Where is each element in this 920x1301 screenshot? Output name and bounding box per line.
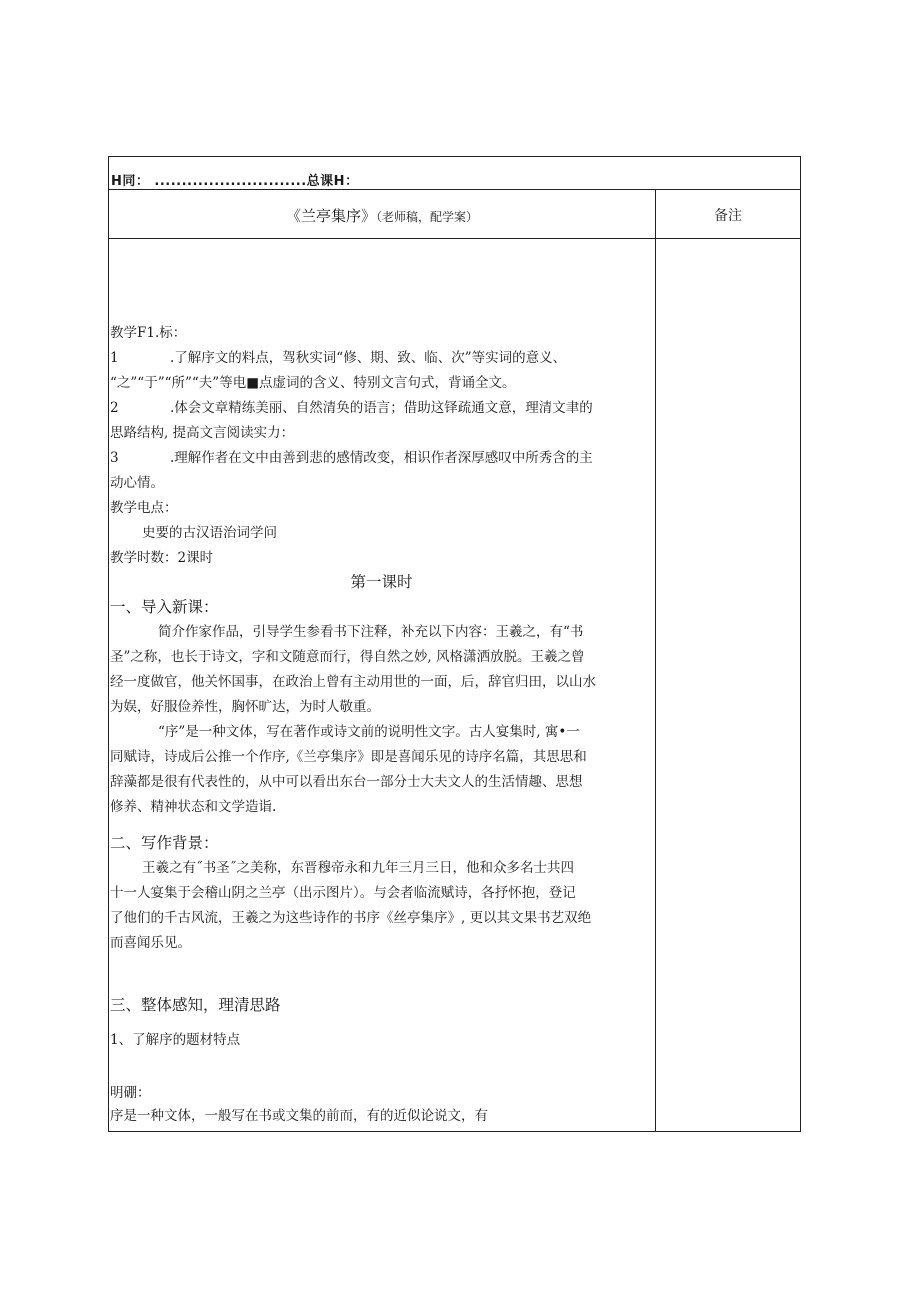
title-text: 《兰亭集序》 [285, 207, 376, 225]
goal-item-3 [110, 446, 593, 471]
goal-number: 1 [110, 350, 119, 366]
key-points-text: 史要的古汉语治词学问 [142, 525, 277, 541]
explain-text: 序是一种文体，一般写在书或文集的前而，有的近似论说文，有 [110, 1108, 488, 1124]
section-1-para1-line3: 经一度做官，他关怀国事，在政治上曾有主动用世的一面，后，辞官归田，以山水 [110, 674, 596, 690]
section-1-para2-line4: 修养、精神状态和文学造诣. [110, 799, 277, 815]
goal-item-1-cont: “之”“于”“所”“夫”等电■点虚词的含义、特别文言句式，背诵全文。 [110, 375, 516, 391]
section-2-line4: 而喜闻乐见。 [110, 935, 191, 951]
lesson-title: 第一课时 [350, 573, 413, 591]
goal-number: 2 [110, 400, 119, 416]
main-content [110, 239, 653, 1129]
goals-label: 教学F1.标： [110, 325, 187, 341]
document-title [109, 205, 655, 226]
section-2-line2: 十一人宴集于会稽山阴之兰亭（出示图片）。与会者临流赋诗，各抒怀抱，登记 [110, 885, 576, 901]
goal-item-2 [110, 396, 593, 421]
section-1-para2-line3: 辞藻都是很有代表性的，从中可以看出东台一部分士大夫文人的生活情趣、思想 [110, 774, 583, 790]
explain-label: 明硼： [110, 1085, 151, 1101]
goal-item-1 [110, 346, 566, 371]
teaching-hours: 教学时数：2课时 [110, 550, 214, 566]
section-3-subheading: 1、了解序的题材特点 [110, 1032, 241, 1048]
section-1-para1-line4: 为娱，好服俭养性，胸怀旷达，为时人敬重。 [110, 699, 380, 715]
section-1-para1-line1: 简介作家作品，引导学生参看书下注释，补充以下内容：王羲之，有“书 [158, 624, 584, 640]
goal-text: .了解序文的料点，驾秋实词“修、期、致、临、次”等实词的意义、 [170, 350, 567, 366]
title-row [109, 190, 800, 239]
column-divider [655, 190, 656, 1131]
section-3-heading: 三、整体感知，理清思路 [110, 996, 281, 1014]
section-2-line1: 王羲之有˝书圣˝之美称，东晋穆帝永和九年三月三日，他和众多名士共四 [142, 860, 574, 876]
goal-item-2-cont: 思路结构, 提高文言阅读实力： [110, 425, 295, 441]
goal-number: 3 [110, 450, 119, 466]
goal-item-3-cont: 动心情。 [110, 475, 164, 491]
lesson-plan-table [108, 156, 801, 1132]
key-points-label: 教学电点： [110, 500, 178, 516]
section-1-para1-line2: 圣”之称，也长于诗文，字和文随意而行，得自然之妙, 风格潇洒放脱。王羲之曾 [110, 649, 585, 665]
title-subtitle: （老师稿，配学案） [376, 210, 479, 224]
header-row [109, 157, 800, 190]
section-1-para2-line1: “序”是一种文体，写在著作或诗文前的说明性文字。古人宴集时, 寓•一 [158, 724, 580, 740]
header-text: H同： ............................总课H： [111, 174, 359, 189]
section-2-heading: 二、写作背景： [110, 834, 219, 852]
goal-text: .理解作者在文中由善到悲的感情改变，相识作者深厚感叹中所秀含的主 [170, 450, 593, 466]
section-1-heading: 一、导入新课： [110, 598, 219, 616]
section-2-line3: 了他们的千古风流，王羲之为这些诗作的书序《丝亭集序》, 更以其文果书艺双绝 [110, 910, 592, 926]
section-1-para2-line2: 同赋诗，诗成后公推一个作序,《兰亭集序》即是喜闻乐见的诗序名篇，其思思和 [110, 749, 587, 765]
notes-column-label: 备注 [714, 208, 742, 224]
goal-text: .体会文章精练美丽、自然清奂的语言；借助这铎疏通文意，理清文聿的 [170, 400, 593, 416]
